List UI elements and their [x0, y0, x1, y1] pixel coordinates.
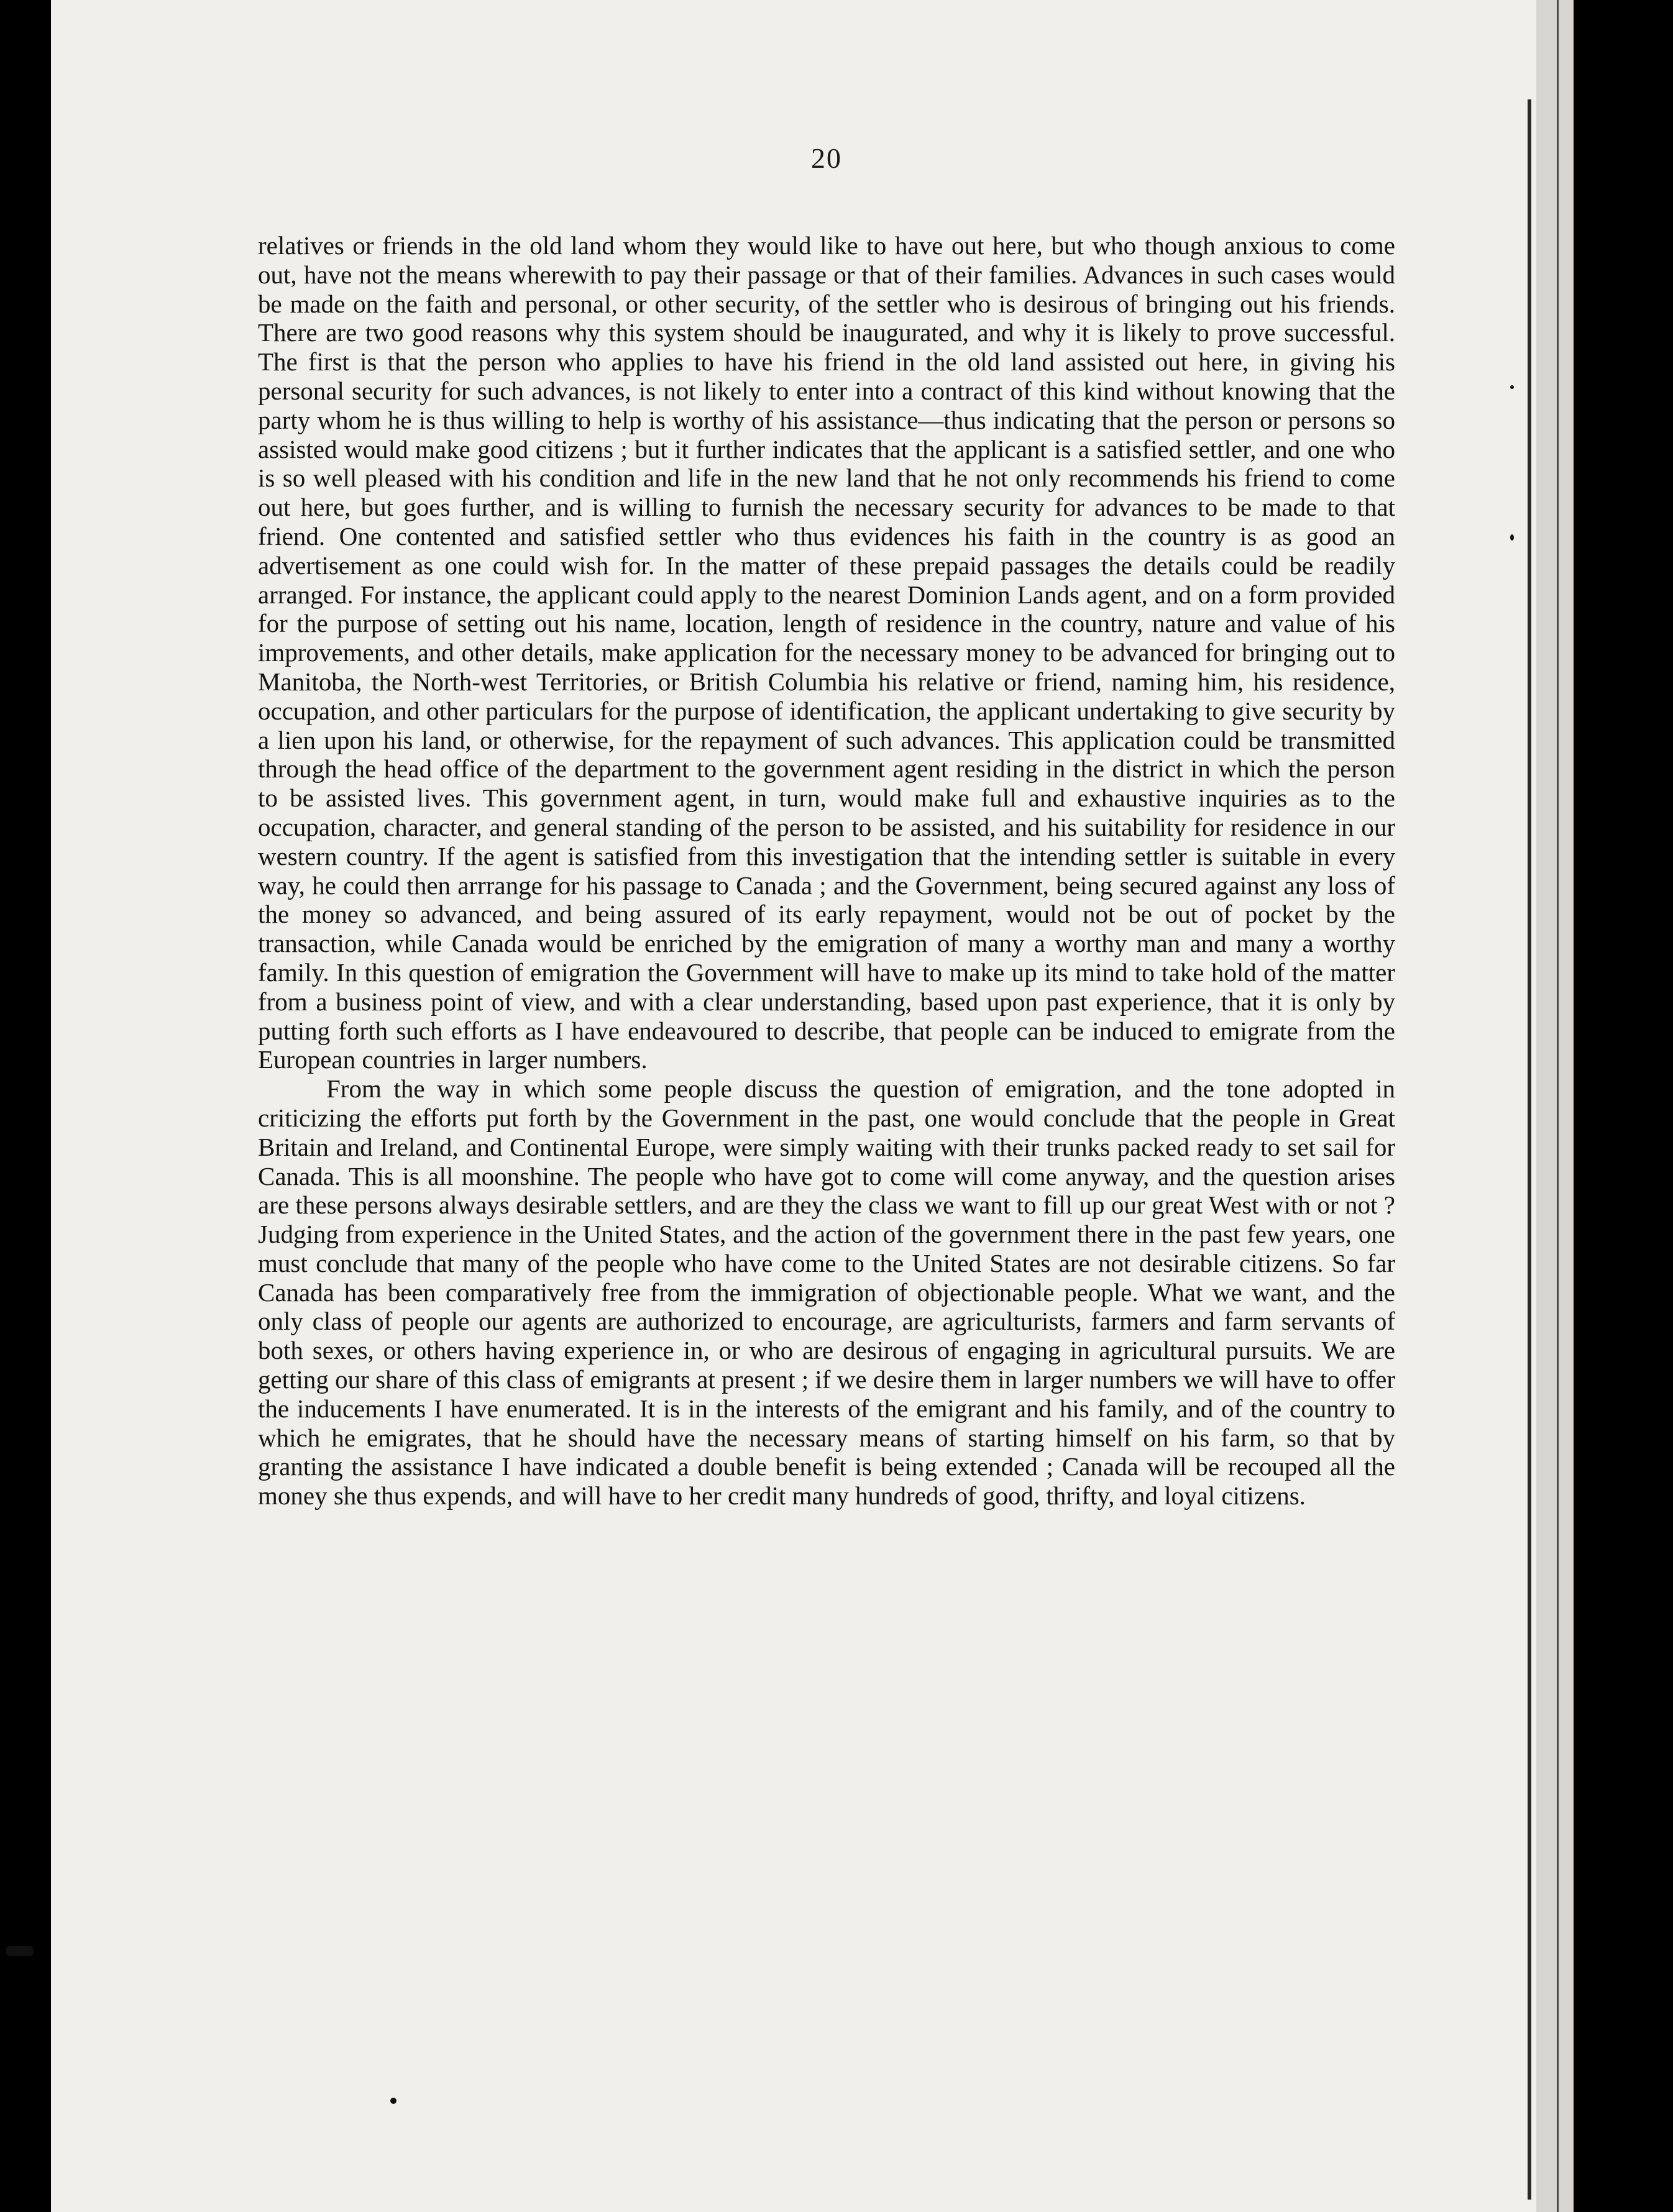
- ink-dot-bottom: [390, 2098, 396, 2104]
- body-text: [258, 231, 1395, 1510]
- ink-dot-margin-left: [6, 1946, 34, 1956]
- binding-line-outer: [1557, 0, 1559, 2212]
- binding-line: [1528, 99, 1531, 2200]
- page-edge: [1536, 0, 1574, 2212]
- ink-dot-margin-right-2: [1510, 534, 1514, 541]
- page-number: 20: [811, 142, 842, 174]
- ink-dot-margin-right: [1510, 385, 1514, 389]
- paragraph-1: relatives or friends in the old land whom they would like to have out here, but who though anxious to come out, have not the means wherewith to pay their passage or that of their families. Advances in such cases would be made on the faith and personal, or other security, of the settler who is desirous of bringing out his friends. There are two good reasons why this system should be inaugurated, and why it is likely to prove successful. The first is that the person who applies to have his friend in the old land assisted out here, in giving his personal security for such advances, is not likely to enter into a contract of this kind without knowing that the party whom he is thus willing to help is worthy of his assistance—thus indicating that the person or persons so assisted would make good citizens ; but it further indicates that the applicant is a satisfied settler, and one who is so well pleased with his condition and life in the new land that he not only recommends his friend to come out here, but goes further, and is willing to furnish the necessary security for advances to be made to that friend. One contented and satisfied settler who thus evidences his faith in the country is as good an advertisement as one could wish for. In the matter of these prepaid passages the details could be readily arranged. For instance, the applicant could apply to the nearest Dominion Lands agent, and on a form provided for the purpose of setting out his name, location, length of residence in the country, nature and value of his improvements, and other details, make application for the necessary money to be advanced for bringing out to Manitoba, the North-west Territories, or British Columbia his relative or friend, naming him, his residence, occupation, and other particulars for the purpose of identification, the applicant undertaking to give security by a lien upon his land, or otherwise, for the repayment of such advances. This application could be transmitted through the head office of the department to the government agent residing in the district in which the person to be assisted lives. This government agent, in turn, would make full and exhaustive inquiries as to the occupation, character, and general standing of the person to be assisted, and his suitability for residence in our western country. If the agent is satisfied from this investigation that the intending settler is suitable in every way, he could then arrrange for his passage to Canada ; and the Government, being secured against any loss of the money so advanced, and being assured of its early repayment, would not be out of pocket by the transaction, while Canada would be enriched by the emigration of many a worthy man and many a worthy family. In this question of emigration the Government will have to make up its mind to take hold of the matter from a business point of view, and with a clear understanding, based upon past experience, that it is only by putting forth such efforts as I have endeavoured to describe, that people can be induced to emigrate from the European countries in larger numbers.: [258, 231, 1395, 1074]
- paragraph-2: From the way in which some people discuss the question of emigration, and the tone adopted in criticizing the efforts put forth by the Government in the past, one would conclude that the people in Great Britain and Ireland, and Continental Europe, were simply waiting with their trunks packed ready to set sail for Canada. This is all moonshine. The people who have got to come will come anyway, and the question arises are these persons always desirable settlers, and are they the class we want to fill up our great West with or not ? Judging from experience in the United States, and the action of the government there in the past few years, one must conclude that many of the people who have come to the United States are not desirable citizens. So far Canada has been comparatively free from the immigration of objectionable people. What we want, and the only class of people our agents are authorized to encourage, are agriculturists, farmers and farm servants of both sexes, or others having experience in, or who are desirous of engaging in agricultural pursuits. We are getting our share of this class of emigrants at present ; if we desire them in larger numbers we will have to offer the inducements I have enumerated. It is in the interests of the emigrant and his family, and of the country to which he emigrates, that he should have the necessary means of starting himself on his farm, so that by granting the assistance I have indicated a double benefit is being extended ; Canada will be recouped all the money she thus expends, and will have to her credit many hundreds of good, thrifty, and loyal citizens.: [258, 1074, 1395, 1510]
